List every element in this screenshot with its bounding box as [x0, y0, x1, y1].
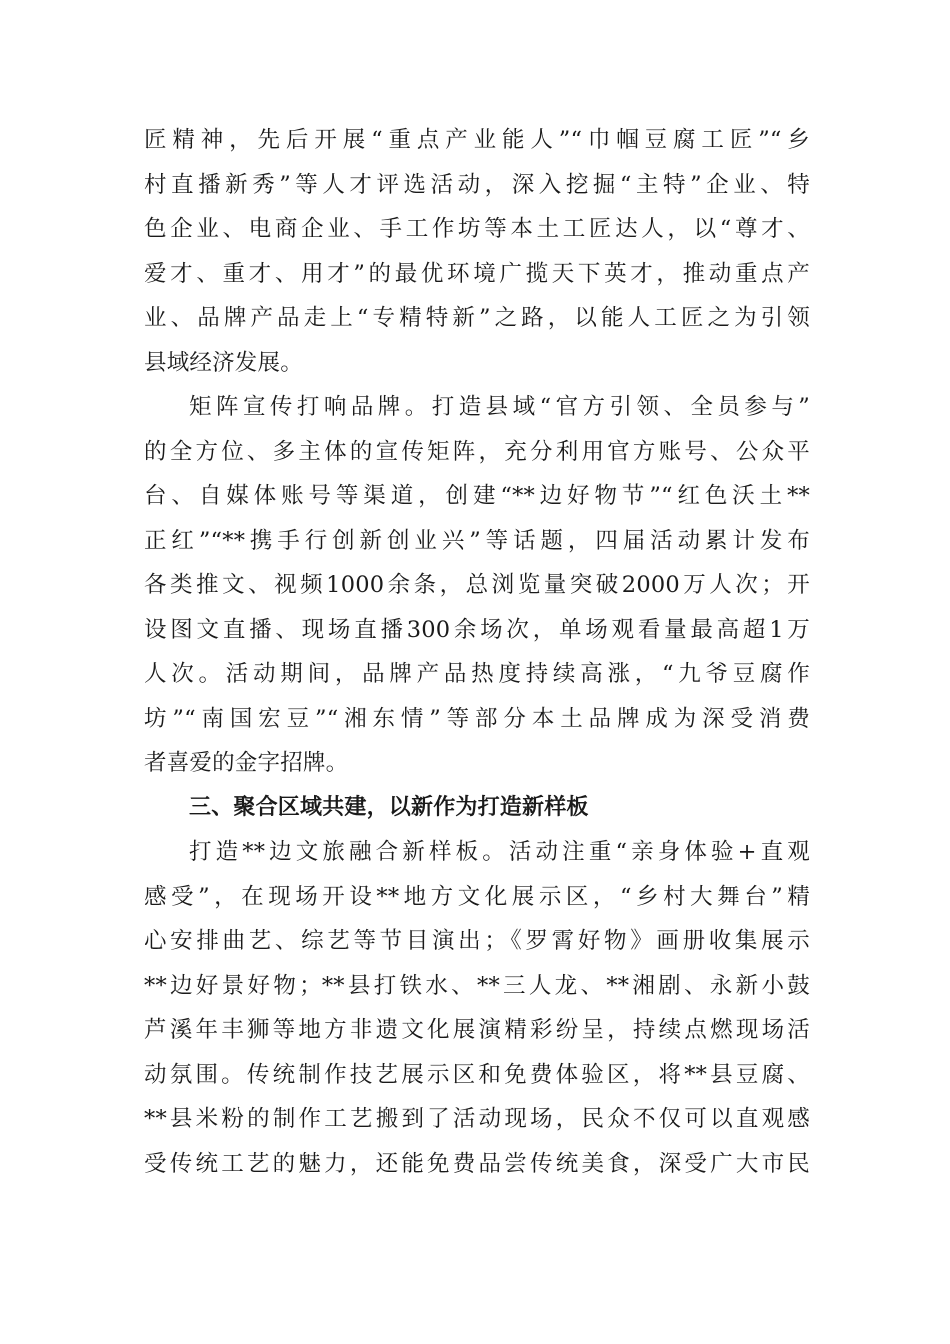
document-body [144, 118, 810, 1186]
text-line: 爱才、重才、用才”的最优环境广揽天下英才，推动重点产 [144, 260, 810, 287]
section-heading: 三、聚合区域共建，以新作为打造新样板 [189, 794, 589, 820]
text-line: 各类推文、视频1000余条，总浏览量突破2000万人次；开 [144, 572, 810, 598]
text-line: 者喜爱的金字招牌。 [144, 750, 349, 776]
text-line: 人次。活动期间，品牌产品热度持续高涨，“九爷豆腐作 [144, 661, 810, 687]
text-line: 芦溪年丰狮等地方非遗文化展演精彩纷呈，持续点燃现场活 [144, 1017, 810, 1043]
text-line: **边好景好物；**县打铁水、**三人龙、**湘剧、永新小鼓 [144, 972, 810, 999]
text-line: 受传统工艺的魅力，还能免费品尝传统美食，深受广大市民 [144, 1150, 810, 1177]
text-line: 正红”“**携手行创新创业兴”等话题，四届活动累计发布 [144, 527, 810, 554]
text-line: 心安排曲艺、综艺等节目演出；《罗霄好物》画册收集展示 [144, 928, 810, 954]
section-heading-three [144, 786, 810, 831]
text-line: 打造**边文旅融合新样板。活动注重“亲身体验+直观 [189, 839, 810, 865]
text-line: 坊”“南国宏豆”“湘东情”等部分本土品牌成为深受消费 [144, 705, 810, 732]
text-line: 感受”，在现场开设**地方文化展示区，“乡村大舞台”精 [144, 883, 810, 910]
paragraph-culture-tourism [144, 830, 810, 1186]
paragraph-publicity [144, 385, 810, 786]
paragraph-talent [144, 118, 810, 385]
text-line: 台、自媒体账号等渠道，创建“**边好物节”“红色沃土** [144, 483, 810, 509]
text-line: **县米粉的制作工艺搬到了活动现场，民众不仅可以直观感 [144, 1106, 810, 1132]
text-line: 设图文直播、现场直播300余场次，单场观看量最高超1万 [144, 616, 810, 643]
text-line: 县域经济发展。 [144, 349, 303, 376]
text-line: 业、品牌产品走上“专精特新”之路，以能人工匠之为引领 [144, 305, 810, 331]
text-line: 动氛围。传统制作技艺展示区和免费体验区，将**县豆腐、 [144, 1061, 810, 1088]
text-line: 匠精神，先后开展“重点产业能人”“巾帼豆腐工匠”“乡 [144, 127, 810, 153]
text-line: 村直播新秀”等人才评选活动，深入挖掘“主特”企业、特 [144, 171, 810, 198]
text-line: 矩阵宣传打响品牌。打造县域“官方引领、全员参与” [189, 394, 810, 420]
text-line: 的全方位、多主体的宣传矩阵，充分利用官方账号、公众平 [144, 438, 810, 465]
text-line: 色企业、电商企业、手工作坊等本土工匠达人，以“尊才、 [144, 216, 810, 242]
